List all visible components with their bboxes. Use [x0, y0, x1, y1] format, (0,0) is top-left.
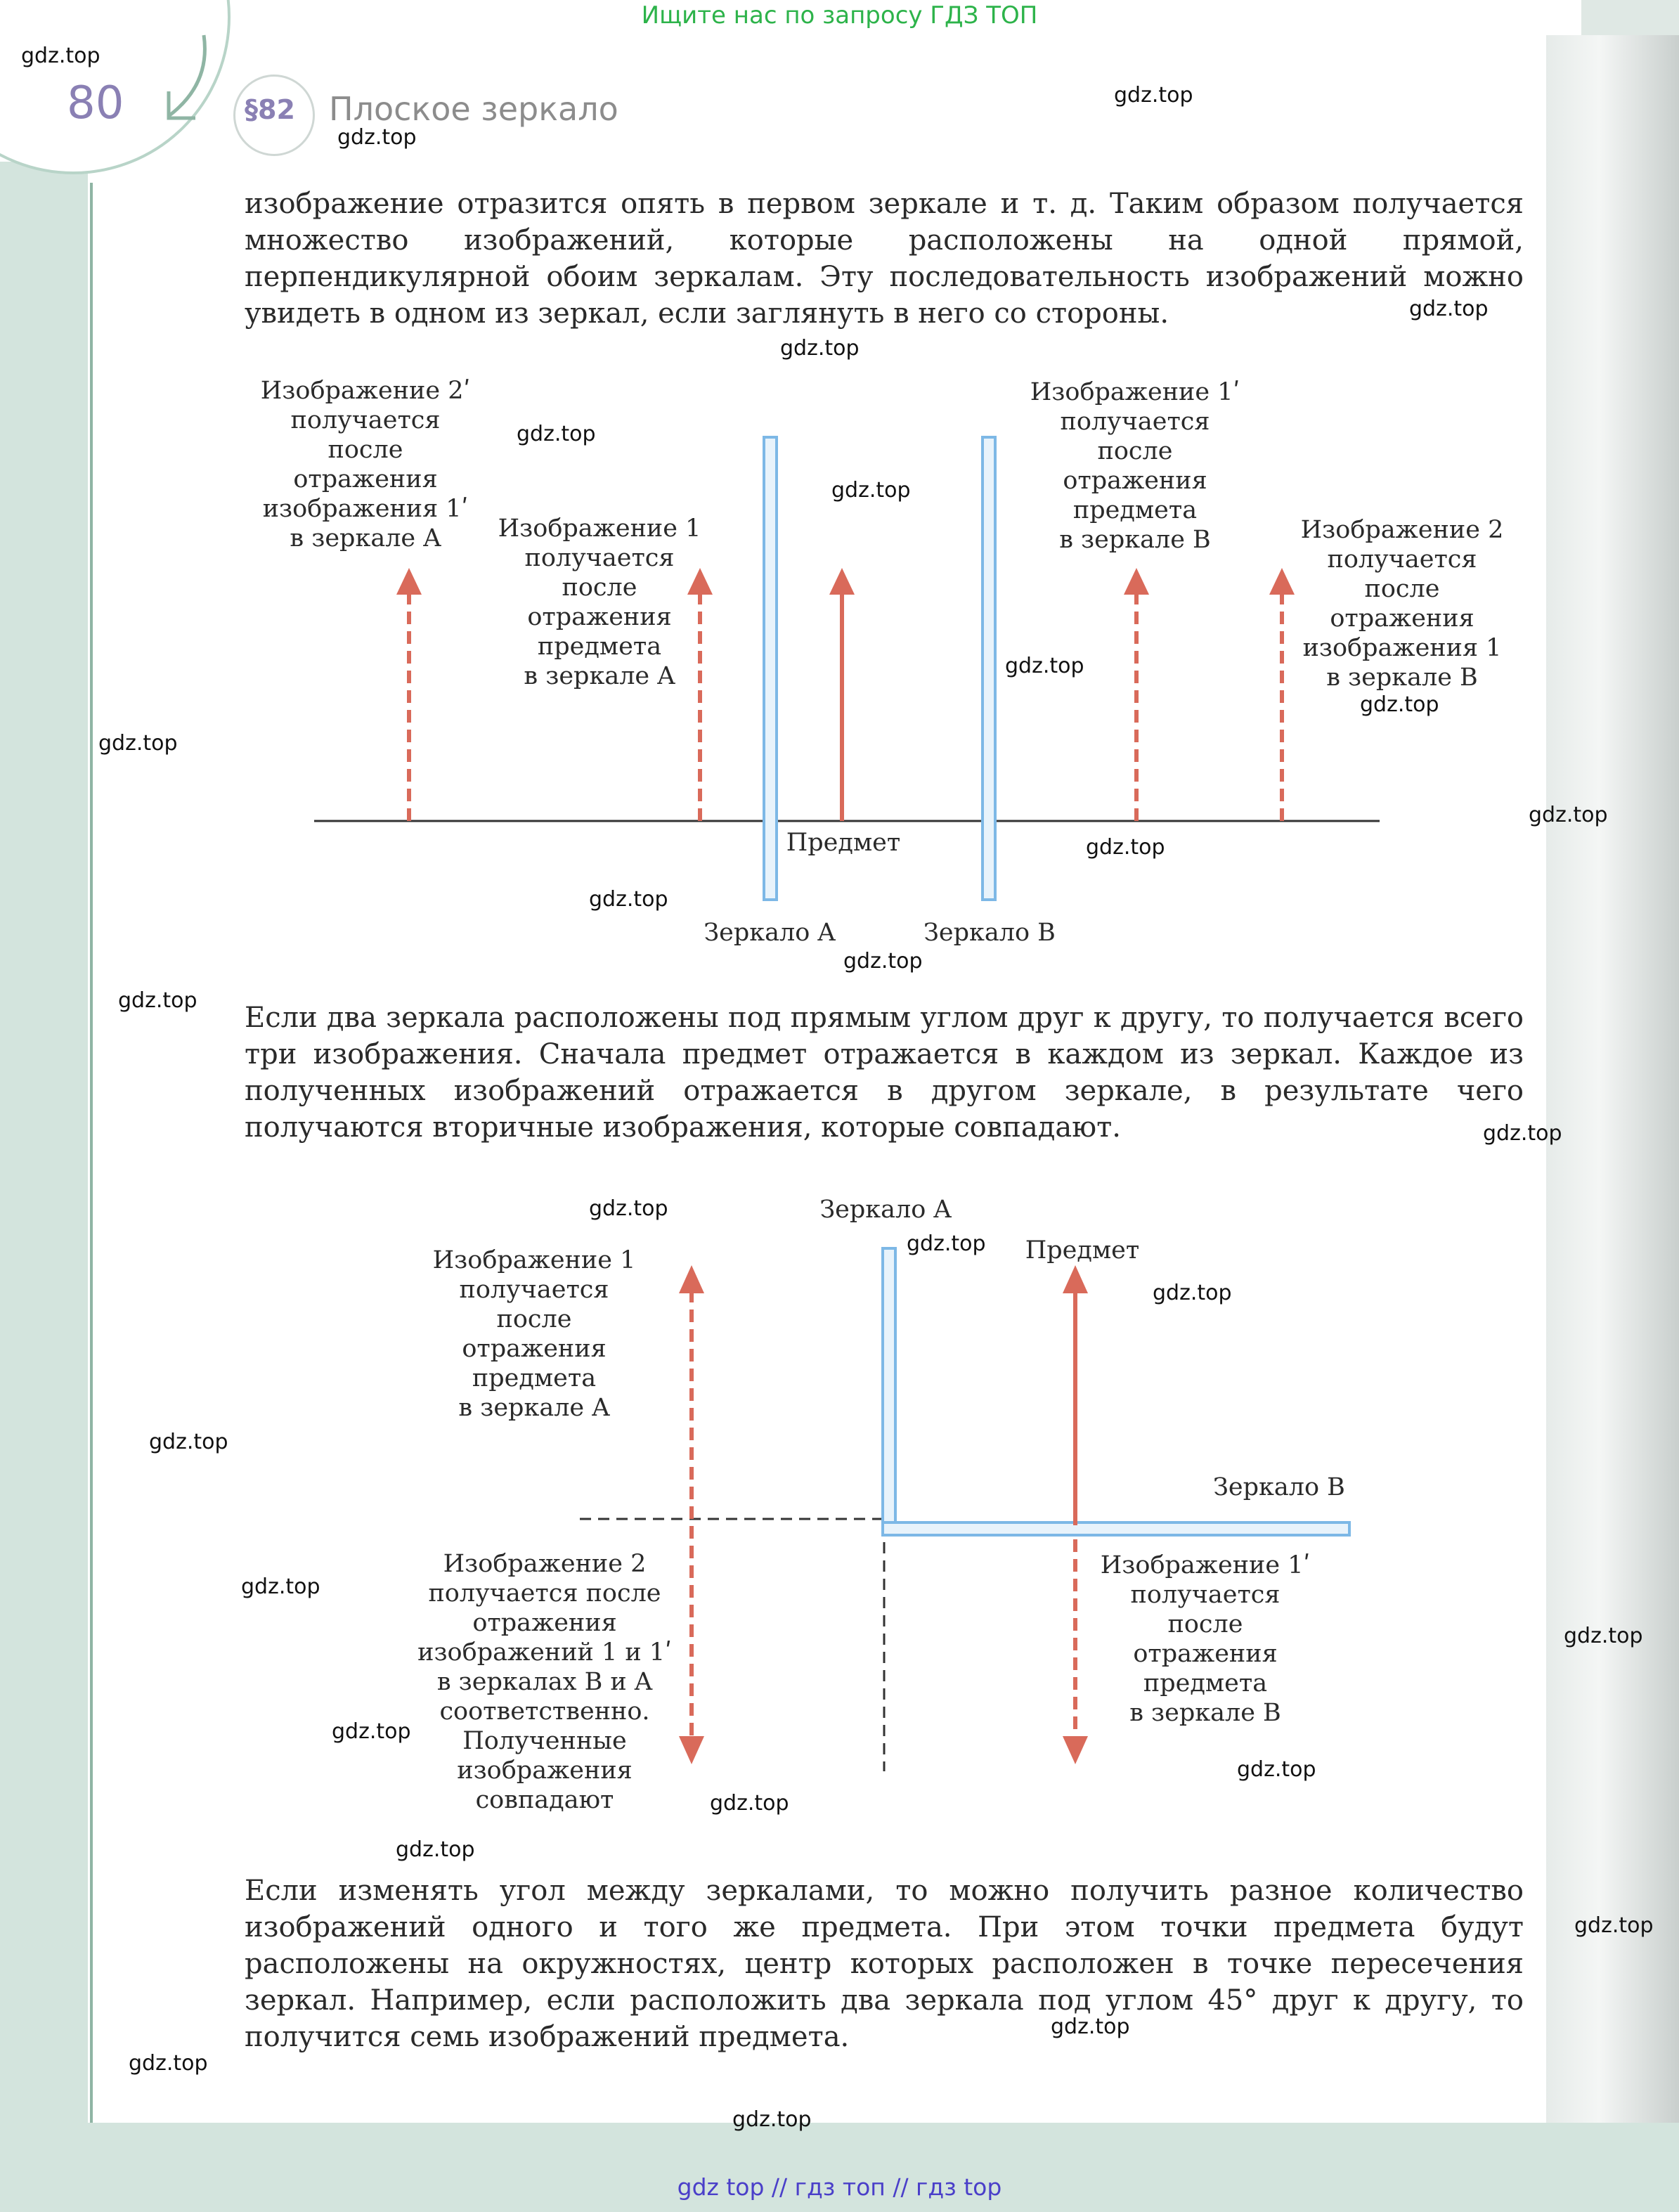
fig2-image-1-arrowhead-top — [679, 1265, 704, 1293]
fig1-label-object: Предмет — [786, 829, 901, 857]
watermark: gdz.top — [332, 1719, 411, 1744]
watermark: gdz.top — [337, 125, 417, 150]
watermark: gdz.top — [1086, 835, 1165, 860]
fig1-label-image-2prime: Изображение 2ʹ получается после отражения изображения 1ʹ в зеркале A — [260, 377, 471, 552]
watermark: gdz.top — [129, 2051, 208, 2076]
fig2-label-image-1: Изображение 1 получается после отражения предмета в зеркале A — [432, 1246, 636, 1422]
top-banner[interactable]: Ищите нас по запросу ГДЗ ТОП — [641, 1, 1038, 30]
fig2-label-image-2: Изображение 2 получается после отражения изображений 1 и 1ʹ в зеркалах B и A соответственно. Полученные изображения совпадают — [417, 1550, 672, 1814]
watermark: gdz.top — [1114, 83, 1193, 108]
watermark: gdz.top — [1529, 803, 1608, 827]
fig1-label-image-1prime: Изображение 1ʹ получается после отражения предмета в зеркале B — [1030, 378, 1240, 554]
paragraph-1: изображение отразится опять в первом зеркале и т. д. Таким образом получается множество изображений, которые расположены на одной прямой, перпендикулярной обоим зеркалам. Эту последовательность изображений можно увидеть в одном из зеркал, если заглянуть в него со стороны. — [245, 188, 1524, 330]
watermark: gdz.top — [1237, 1757, 1316, 1782]
watermark: gdz.top — [589, 887, 668, 912]
section-title: Плоское зеркало — [329, 90, 618, 128]
fig2-label-image-1prime: Изображение 1ʹ получается после отражения предмета в зеркале B — [1100, 1551, 1311, 1727]
watermark: gdz.top — [241, 1574, 320, 1599]
watermark: gdz.top — [843, 949, 923, 974]
fig2-image-1prime-arrowhead — [1063, 1736, 1088, 1764]
watermark: gdz.top — [396, 1837, 475, 1862]
bottom-banner[interactable]: gdz top // гдз топ // гдз top — [677, 2173, 1002, 2201]
paragraph-2: Если два зеркала расположены под прямым углом друг к другу, то получается всего три изображения. Сначала предмет отражается в каждом из зеркал. Каждое из полученных изображений отражается в другом зеркале, в результате чего получаются вторичные изображения, которые совпадают. — [245, 1002, 1524, 1144]
watermark: gdz.top — [831, 478, 911, 503]
watermark: gdz.top — [1153, 1281, 1232, 1305]
watermark: gdz.top — [732, 2107, 812, 2132]
fig2-object-arrowhead — [1063, 1265, 1088, 1293]
watermark: gdz.top — [710, 1791, 789, 1816]
watermark: gdz.top — [1564, 1624, 1643, 1648]
watermark: gdz.top — [118, 988, 197, 1013]
watermark: gdz.top — [907, 1231, 986, 1256]
page-number: 80 — [67, 77, 124, 129]
watermark: gdz.top — [780, 336, 860, 361]
section-badge: §82 — [245, 94, 295, 125]
watermark: gdz.top — [21, 44, 101, 68]
watermark: gdz.top — [98, 731, 178, 756]
fig2-image-1-arrowhead-bottom — [679, 1736, 704, 1764]
watermark: gdz.top — [1005, 654, 1084, 678]
fig1-label-image-2: Изображение 2 получается после отражения изображения 1 в зеркале B — [1300, 516, 1504, 692]
fig1-label-mirror-b: Зеркало B — [923, 919, 1056, 947]
watermark: gdz.top — [517, 422, 596, 446]
fig1-label-mirror-a: Зеркало A — [704, 919, 836, 947]
fig2-label-mirror-b: Зеркало B — [1213, 1473, 1345, 1501]
watermark: gdz.top — [1409, 297, 1489, 321]
watermark: gdz.top — [1051, 2014, 1130, 2039]
watermark: gdz.top — [1574, 1913, 1654, 1938]
fig2-label-object: Предмет — [1025, 1236, 1140, 1265]
watermark: gdz.top — [1360, 692, 1439, 717]
watermark: gdz.top — [589, 1196, 668, 1221]
paragraph-3: Если изменять угол между зеркалами, то можно получить разное количество изображений одного и того же предмета. При этом точки предмета будут расположены на окружностях, центр которых расположен в точке пересечения зеркал. Например, если расположить два зеркала под углом 45° друг к другу, то получится семь изображений предмета. — [245, 1875, 1524, 2053]
watermark: gdz.top — [149, 1430, 228, 1454]
fig2-mirror-a — [883, 1248, 895, 1522]
fig2-mirror-b — [883, 1522, 1349, 1535]
fig1-label-image-1: Изображение 1 получается после отражения предмета в зеркале A — [498, 515, 701, 690]
fig2-label-mirror-a: Зеркало A — [819, 1196, 952, 1224]
watermark: gdz.top — [1483, 1121, 1562, 1146]
